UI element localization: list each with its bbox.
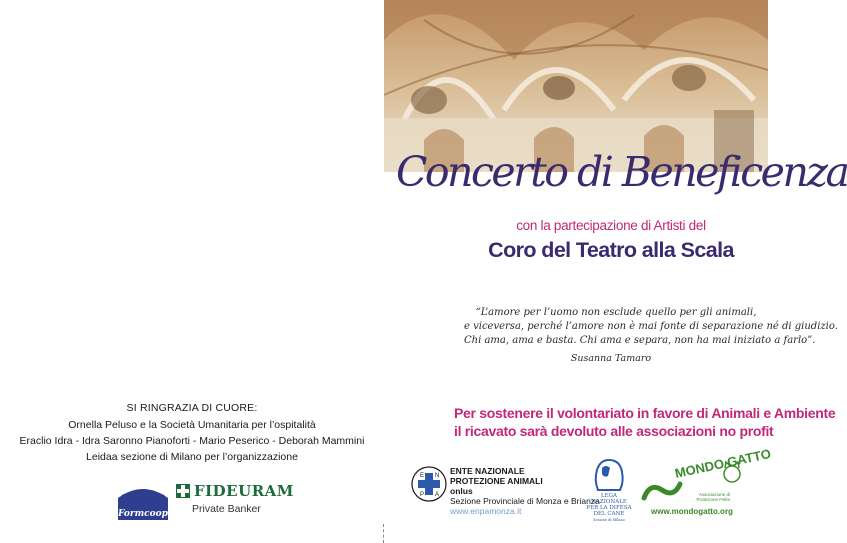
fresco-photo [384,0,768,172]
quote-author: Susanna Tamaro [570,353,652,364]
fold-line [383,524,384,543]
enpa-logo [411,466,447,502]
fideuram-name: FIDEURAM [194,482,294,500]
concert-title: Concerto di Beneficenza [396,148,847,196]
choir-name: Coro del Teatro alla Scala [488,238,734,262]
lega-line-1: LEGA [600,493,618,499]
enpa-line-1: ENTE NAZIONALE [450,466,525,476]
enpa-letter-e: E [420,473,425,479]
thanks-line-1: Ornella Peluso e la Società Umanitaria per l’ospitalità [68,419,316,431]
mondogatto-name: MONDO GATTO [673,445,773,481]
lega-cane-logo [586,456,632,524]
enpa-url: www.enpamonza.it [450,506,522,516]
lega-line-5: Sezione di Milano [593,518,625,522]
mondogatto-tagline-2: Protezione Felini [696,497,730,502]
lega-line-3: PER LA DIFESA [586,505,632,511]
mondogatto-tagline-1: Associazione di [698,492,730,497]
enpa-line-3: onlus [450,486,473,496]
thanks-line-2: Eraclio Idra - Idra Saronno Pianoforti - Mario Peserico - Deborah Mammini [19,435,365,447]
enpa-letter-a: A [435,492,440,498]
enpa-letter-p: P [420,492,425,498]
lega-line-4: DEL CANE [593,511,625,517]
thanks-line-3: Leidaa sezione di Milano per l’organizzazione [86,451,298,463]
cause-line-2: il ricavato sarà devoluto alle associazioni no profit [454,423,774,439]
lega-line-2: NAZIONALE [591,499,627,505]
svg-text:Formcoop: Formcoop [118,509,168,519]
cause-line-1: Per sostenere il volontariato in favore di Animali e Ambiente [454,405,836,421]
enpa-line-4: Sezione Provinciale di Monza e Brianza [450,496,600,506]
quote-line-1: “L’amore per l’uomo non esclude quello per gli animali, [475,307,757,318]
concert-subtitle: con la partecipazione di Artisti del [516,218,706,233]
mondogatto-logo [640,445,773,518]
fideuram-logo [176,482,294,515]
thanks-heading: SI RINGRAZIA DI CUORE: [126,402,258,414]
quote-line-3: Chi ama, ama e basta. Chi ama e separa, non ha mai iniziato a farlo”. [464,335,816,346]
enpa-text [450,466,600,516]
fideuram-cross-icon [176,484,190,498]
quote-line-2: e viceversa, perché l’amore non è mai fonte di separazione né di giudizio. [464,321,838,332]
mondogatto-url: www.mondogatto.org [651,507,733,516]
formcoop-logo [118,476,168,520]
enpa-line-2: PROTEZIONE ANIMALI [450,476,543,486]
enpa-letter-n: N [435,473,440,479]
fideuram-subtitle: Private Banker [192,503,261,515]
